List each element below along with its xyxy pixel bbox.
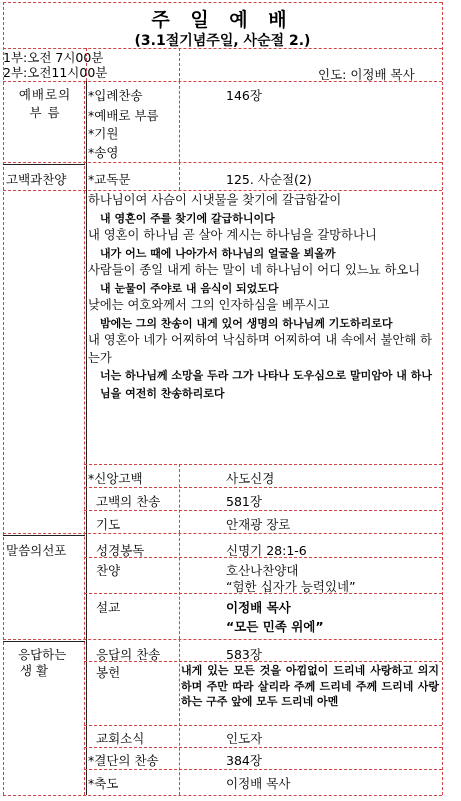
divider bbox=[3, 81, 442, 82]
sermon-title: “모든 민족 위에” bbox=[226, 619, 324, 634]
divider bbox=[84, 464, 442, 465]
divider bbox=[84, 769, 442, 770]
prayer-leader: 안재광 장로 bbox=[226, 517, 291, 532]
creed-label: *신앙고백 bbox=[88, 471, 143, 486]
divider bbox=[86, 81, 87, 795]
reading-line-congregation: 내 영혼이 주를 찾기에 갈급하니이다 bbox=[100, 211, 275, 225]
reading-line-congregation: 내가 어느 때에 나아가서 하나님의 얼굴을 뵈올까 bbox=[100, 246, 336, 260]
reading-line-leader: 하나님이여 사슴이 시냇물을 찾기에 갈급함같이 bbox=[88, 193, 342, 207]
responsive-reading-text bbox=[88, 192, 440, 402]
divider bbox=[84, 661, 442, 662]
offering-text: 내게 있는 모든 것을 아낌없이 드리네 사랑하고 의지하며 주만 따라 살리라 주께 드리네 주께 드리네 사랑하는 구주 앞에 모두 드리네 아멘 bbox=[181, 664, 439, 708]
section-confession: 고백과찬양 bbox=[6, 172, 67, 187]
sending-hymn-value: 384장 bbox=[226, 753, 262, 768]
responsive-reading-label: *교독문 bbox=[88, 172, 131, 187]
reading-line-leader: 내 영혼아 네가 어찌하여 낙심하며 어찌하여 내 속에서 불안해 하는가 bbox=[88, 333, 433, 365]
divider bbox=[3, 533, 442, 534]
responsive-reading-value: 125. 사순절(2) bbox=[226, 172, 312, 187]
divider bbox=[84, 81, 85, 795]
prayer-item: *기원 bbox=[88, 126, 119, 141]
church-news-label: 교회소식 bbox=[96, 731, 145, 746]
sermon-label: 설교 bbox=[96, 600, 121, 615]
response-hymn-value: 583장 bbox=[226, 647, 262, 662]
divider bbox=[84, 725, 442, 726]
confession-hymn-label: 고백의 찬송 bbox=[96, 494, 161, 509]
divider bbox=[179, 464, 180, 533]
divider bbox=[86, 48, 87, 81]
divider bbox=[3, 641, 85, 642]
offering-label: 봉헌 bbox=[96, 665, 121, 680]
response-hymn-label: 응답의 찬송 bbox=[96, 647, 161, 662]
second-service-time: 2부:오전11시00분 bbox=[3, 65, 108, 80]
reading-line-leader: 사람들이 종일 내게 하는 말이 네 하나님이 어디 있느뇨 하오니 bbox=[88, 263, 421, 277]
divider bbox=[3, 164, 85, 165]
outer-border-top bbox=[3, 2, 442, 3]
opening-hymn-value: 146장 bbox=[226, 88, 262, 103]
reading-line-leader: 내 영혼이 하나님 곧 살아 계시는 하나님을 갈망하나니 bbox=[88, 228, 377, 242]
divider bbox=[179, 639, 180, 795]
worship-leader: 인도: 이정배 목사 bbox=[318, 67, 415, 82]
outer-border-bottom bbox=[3, 795, 442, 796]
reading-line-congregation: 밤에는 그의 찬송이 내게 있어 생명의 하나님께 기도하리로다 bbox=[100, 316, 393, 330]
church-news-value: 인도자 bbox=[226, 731, 263, 746]
divider bbox=[3, 162, 442, 163]
divider bbox=[84, 510, 442, 511]
divider bbox=[179, 81, 180, 162]
reading-line-congregation: 너는 하나님께 소망을 두라 그가 나타나 도우심으로 말미암아 내 하나님을 여전히 찬송하리로다 bbox=[100, 369, 432, 400]
divider bbox=[84, 747, 442, 748]
section-response-subtitle: 생 활 bbox=[20, 663, 49, 678]
sermon-preacher: 이정배 목사 bbox=[226, 600, 291, 615]
sending-hymn-label: *결단의 찬송 bbox=[88, 753, 159, 768]
benediction-value: 이정배 목사 bbox=[226, 776, 291, 791]
opening-hymn-label: *입례찬송 bbox=[88, 88, 143, 103]
creed-value: 사도신경 bbox=[226, 471, 275, 486]
outer-border-right bbox=[442, 2, 443, 795]
anthem-title: “험한 십자가 능력있네” bbox=[226, 579, 356, 594]
scripture-value: 신명기 28:1-6 bbox=[226, 543, 307, 558]
call-to-worship-item: *예배로 부름 bbox=[88, 108, 159, 123]
reading-line-congregation: 내 눈물이 주야로 내 음식이 되었도다 bbox=[100, 281, 279, 295]
confession-hymn-value: 581장 bbox=[226, 494, 262, 509]
divider bbox=[3, 190, 442, 191]
divider bbox=[179, 162, 180, 190]
section-response-title: 응답하는 bbox=[18, 647, 67, 662]
scripture-label: 성경봉독 bbox=[96, 543, 145, 558]
section-call-to-worship: 예배로의 부 름 bbox=[18, 87, 72, 120]
divider bbox=[179, 533, 180, 639]
section-proclamation: 말씀의선포 bbox=[6, 543, 67, 558]
divider bbox=[3, 639, 442, 640]
first-service-time: 1부:오전 7시00분 bbox=[3, 50, 104, 65]
reading-line-leader: 낮에는 여호와께서 그의 인자하심을 베푸시고 bbox=[88, 298, 330, 312]
benediction-label: *축도 bbox=[88, 776, 119, 791]
divider bbox=[84, 593, 442, 594]
divider bbox=[3, 535, 85, 536]
anthem-choir: 호산나찬양대 bbox=[226, 563, 299, 578]
page-subtitle: (3.1절기념주일, 사순절 2.) bbox=[134, 33, 311, 49]
divider bbox=[84, 487, 442, 488]
anthem-label: 찬양 bbox=[96, 563, 121, 578]
outer-border-left bbox=[3, 2, 4, 795]
prayer-label: 기도 bbox=[96, 517, 121, 532]
page-title: 주 일 예 배 bbox=[151, 9, 294, 31]
divider bbox=[84, 557, 442, 558]
doxology-item: *송영 bbox=[88, 145, 119, 160]
divider bbox=[179, 48, 180, 81]
